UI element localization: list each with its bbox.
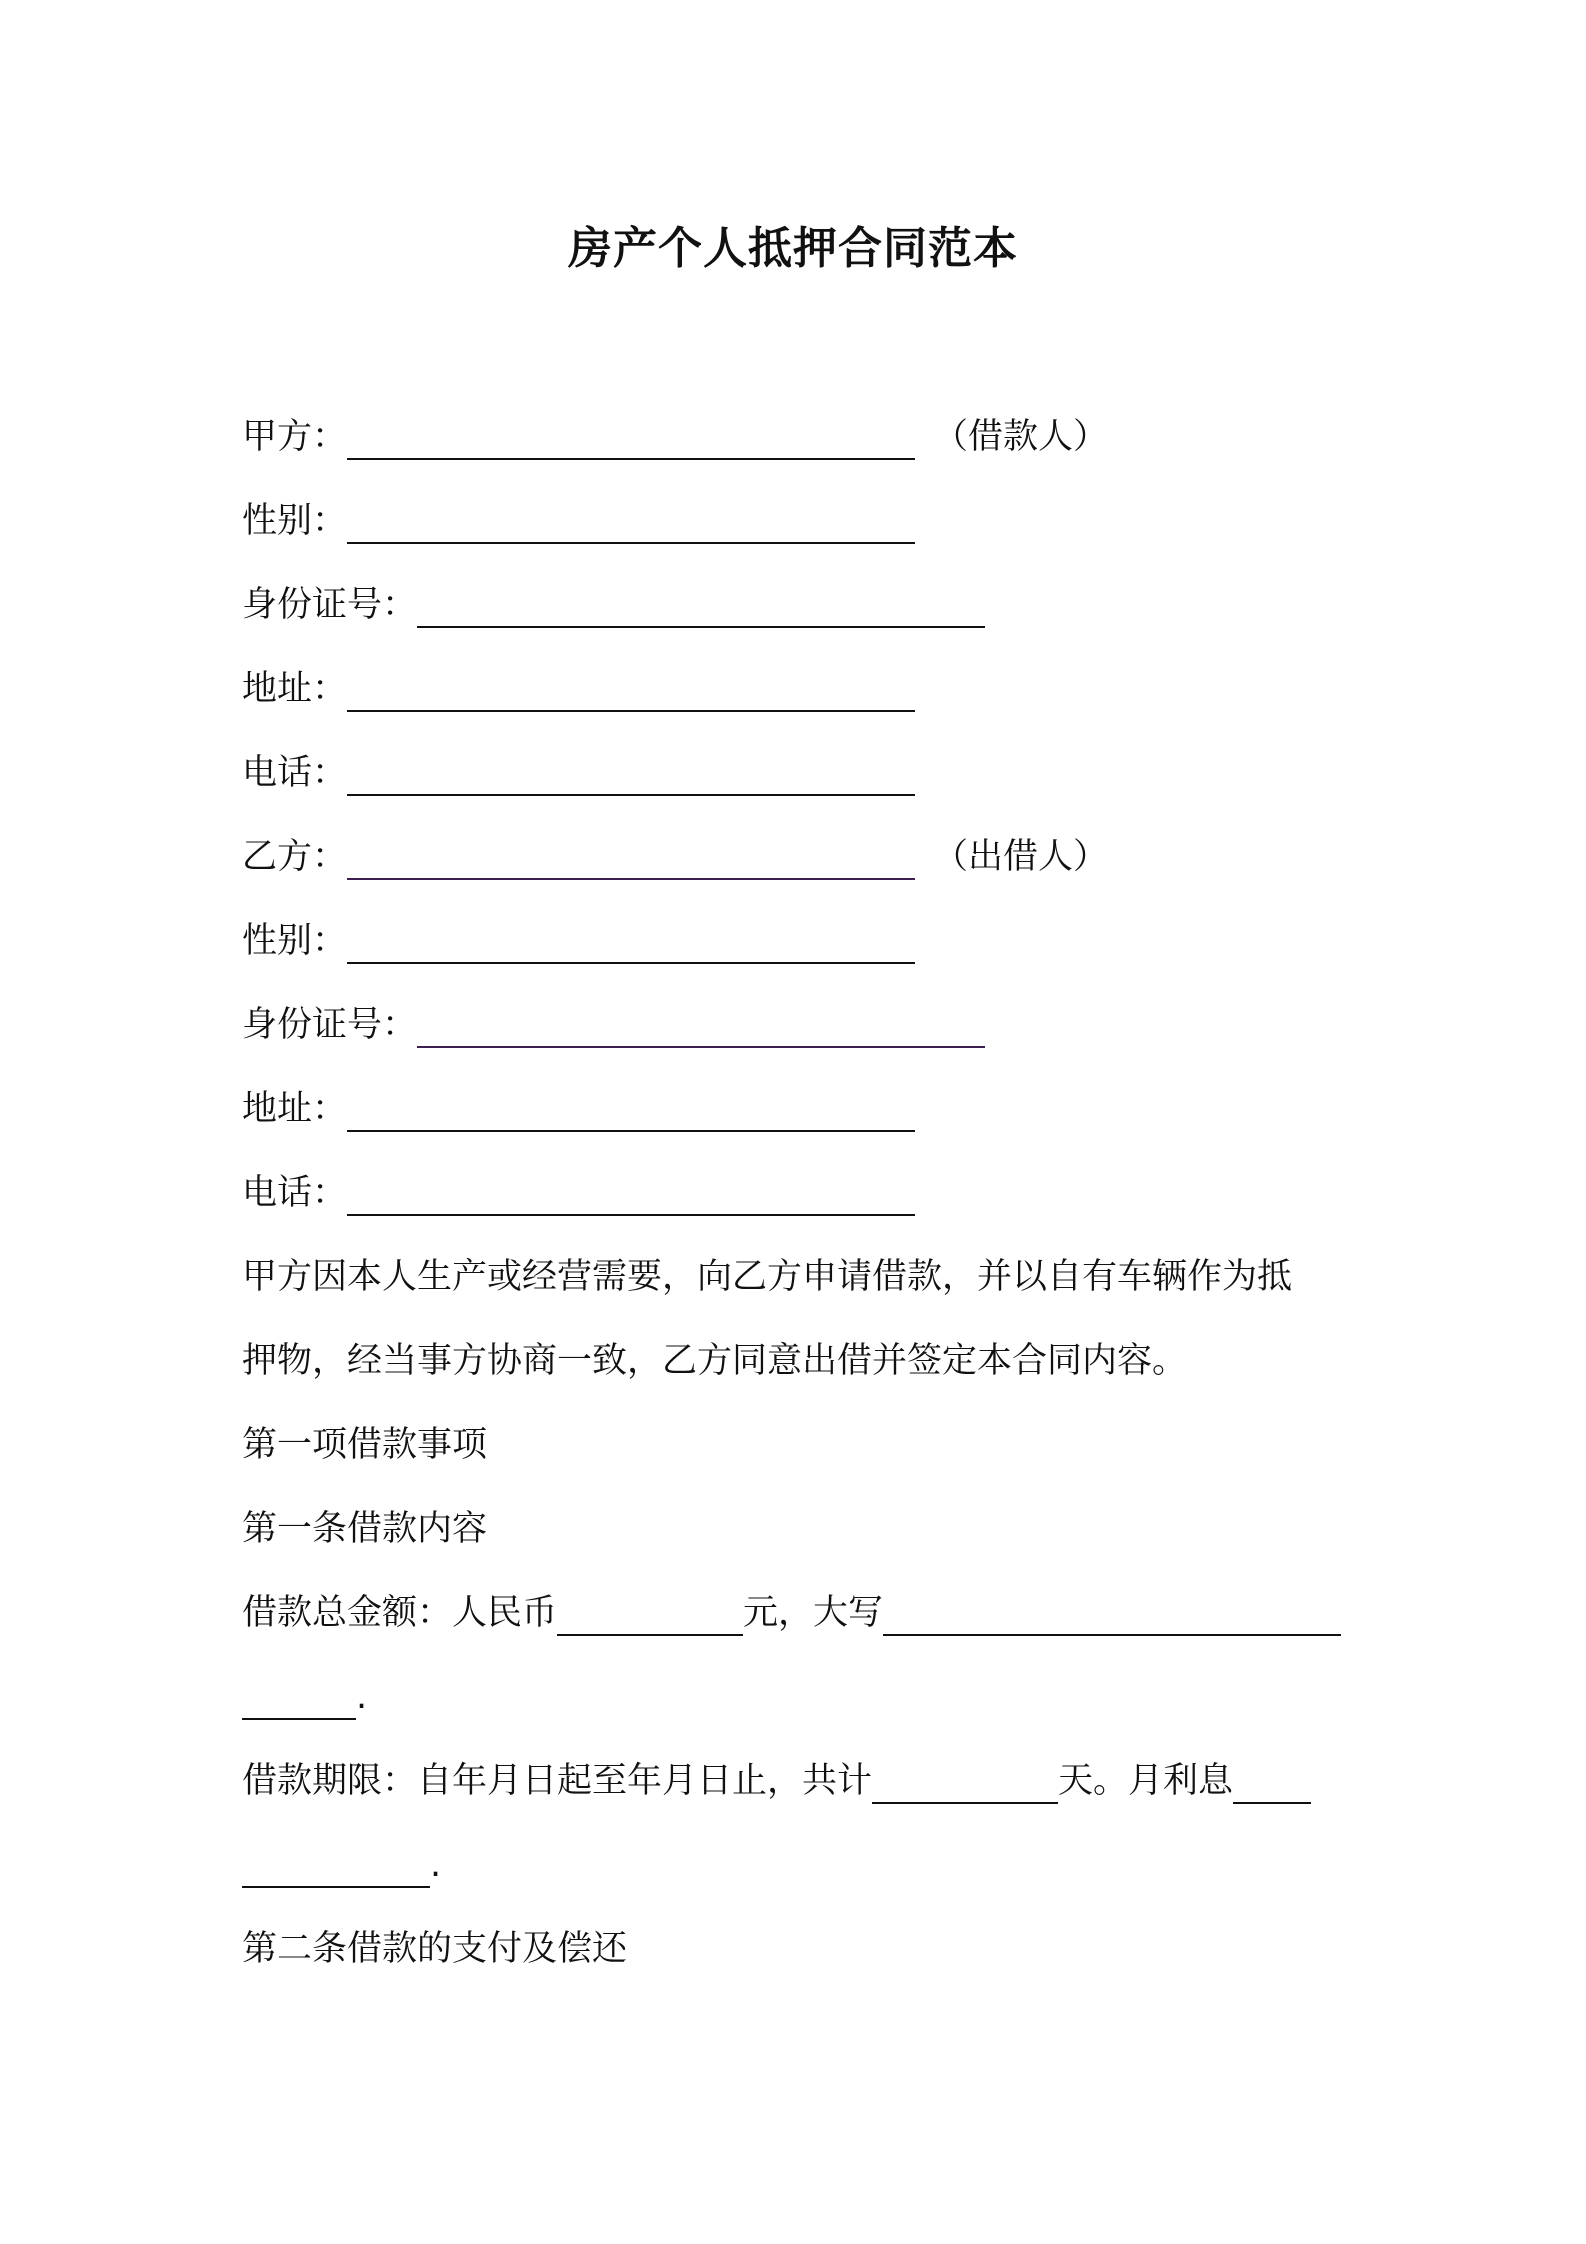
loan-amount-words-continuation-field[interactable]	[242, 1678, 356, 1720]
party-a-id-field[interactable]	[417, 586, 985, 628]
loan-days-field[interactable]	[872, 1762, 1058, 1804]
party-b-phone-label: 电话：	[242, 1173, 348, 1213]
loan-amount-words-field[interactable]	[883, 1594, 1341, 1636]
party-a-name-label: 甲方：	[242, 417, 348, 457]
party-b-id-label: 身份证号：	[242, 1005, 418, 1045]
loan-amount-label: 借款总金额：人民币	[242, 1593, 558, 1633]
party-b-role: （出借人）	[933, 837, 1109, 877]
party-b-address-row	[242, 1080, 915, 1132]
party-b-address-label: 地址：	[242, 1089, 348, 1129]
article-2-title: 第二条借款的支付及偿还	[242, 1929, 628, 1969]
party-a-address-field[interactable]	[347, 670, 915, 712]
party-a-name-field[interactable]	[347, 418, 915, 460]
loan-amount-end: .	[356, 1677, 368, 1717]
party-a-phone-label: 电话：	[242, 753, 348, 793]
party-a-name-row	[242, 408, 1108, 460]
party-b-gender-row	[242, 912, 915, 964]
party-b-id-field[interactable]	[417, 1006, 985, 1048]
monthly-interest-field[interactable]	[1233, 1762, 1311, 1804]
party-b-phone-row	[242, 1164, 915, 1216]
party-b-name-label: 乙方：	[242, 837, 348, 877]
loan-term-continuation-row	[242, 1836, 441, 1888]
party-a-gender-field[interactable]	[347, 502, 915, 544]
party-b-phone-field[interactable]	[347, 1174, 915, 1216]
loan-amount-unit: 元，大写	[743, 1593, 884, 1633]
party-a-address-label: 地址：	[242, 669, 348, 709]
loan-term-days-unit: 天。月利息	[1058, 1761, 1234, 1801]
party-b-address-field[interactable]	[347, 1090, 915, 1132]
party-a-phone-field[interactable]	[347, 754, 915, 796]
monthly-interest-continuation-field[interactable]	[242, 1846, 430, 1888]
party-b-gender-label: 性别：	[242, 921, 348, 961]
loan-term-label: 借款期限：自年月日起至年月日止，共计	[242, 1761, 873, 1801]
party-b-id-row	[242, 996, 985, 1048]
party-b-name-row	[242, 828, 1108, 880]
loan-amount-row	[242, 1584, 1341, 1636]
party-a-id-label: 身份证号：	[242, 585, 418, 625]
party-b-gender-field[interactable]	[347, 922, 915, 964]
loan-term-row	[242, 1752, 1311, 1804]
section-1-title: 第一项借款事项	[242, 1425, 488, 1465]
party-b-name-field[interactable]	[347, 838, 915, 880]
loan-amount-field[interactable]	[557, 1594, 743, 1636]
intro-line-1: 甲方因本人生产或经营需要，向乙方申请借款，并以自有车辆作为抵	[242, 1257, 1293, 1297]
loan-amount-continuation-row	[242, 1668, 367, 1720]
party-a-gender-row	[242, 492, 915, 544]
intro-line-2: 押物，经当事方协商一致，乙方同意出借并签定本合同内容。	[242, 1341, 1188, 1381]
loan-term-end: .	[430, 1845, 442, 1885]
document-title: 房产个人抵押合同范本	[568, 223, 1018, 274]
party-a-phone-row	[242, 744, 915, 796]
party-a-gender-label: 性别：	[242, 501, 348, 541]
party-a-address-row	[242, 660, 915, 712]
article-1-title: 第一条借款内容	[242, 1509, 488, 1549]
party-a-role: （借款人）	[933, 417, 1109, 457]
party-a-id-row	[242, 576, 985, 628]
